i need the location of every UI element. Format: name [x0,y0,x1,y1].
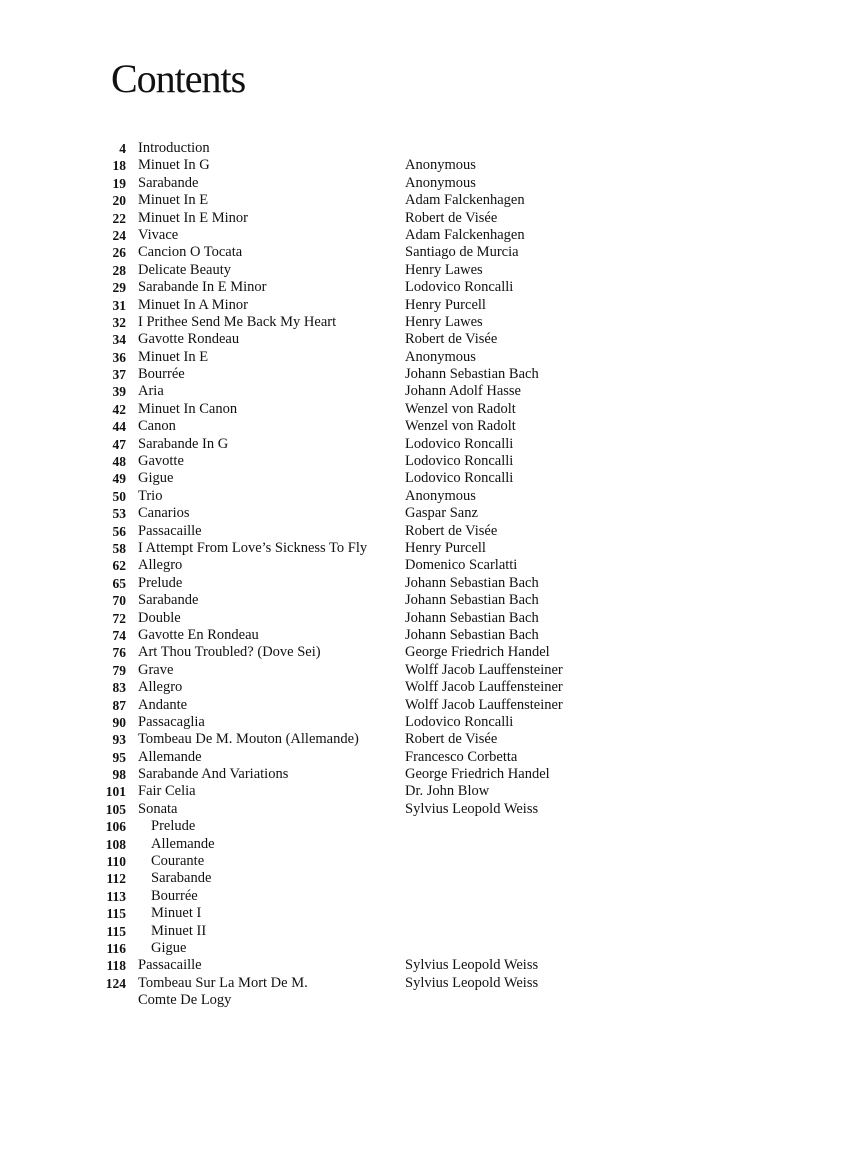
composer-name: Lodovico Roncalli [405,279,514,296]
contents-entry [100,610,820,627]
piece-title: Introduction [138,140,210,156]
contents-entry [100,279,820,296]
page-number: 58 [112,540,126,556]
page-number: 36 [112,349,126,365]
contents-entry [100,470,820,487]
piece-title: Passacaille [138,522,202,539]
piece-title: Gigue [138,470,174,487]
contents-subentry [100,836,820,853]
composer-name: Johann Sebastian Bach [405,626,539,643]
contents-entry [100,592,820,609]
page-number: 116 [106,940,126,956]
contents-entry [100,505,820,522]
piece-title: Trio [138,487,163,504]
piece-title: Sarabande [151,870,212,887]
piece-title: Gavotte [138,453,184,470]
contents-entry [100,297,820,314]
contents-entry [100,331,820,348]
piece-title: Minuet In E [138,348,209,365]
piece-title: Gavotte En Rondeau [138,626,259,643]
page-number: 53 [112,506,126,522]
page-number: 42 [112,401,126,417]
piece-title: Allegro [138,557,183,574]
composer-name: George Friedrich Handel [405,644,550,661]
composer-name: Sylvius Leopold Weiss [405,974,539,991]
composer-name: George Friedrich Handel [405,766,550,783]
page-number: 19 [112,175,126,191]
composer-name: Henry Lawes [405,261,483,278]
composer-name: Robert de Visée [405,522,498,539]
composer-name: Francesco Corbetta [405,748,518,765]
composer-name: Adam Falckenhagen [405,226,525,243]
page-title: Contents [111,56,246,101]
contents-entry [100,575,820,592]
piece-title: Sarabande In E Minor [138,279,267,296]
piece-title: Courante [151,853,205,870]
page-number: 79 [112,662,126,678]
page-number: 72 [112,610,126,626]
contents-entry [100,540,820,557]
composer-name: Johann Sebastian Bach [405,592,539,609]
contents-entry [100,644,820,661]
piece-title: Gavotte Rondeau [138,331,240,348]
composer-name: Wolff Jacob Lauffensteiner [405,696,563,713]
piece-title: I Attempt From Love’s Sickness To Fly [138,539,368,556]
contents-subentry [100,870,820,887]
piece-title: Sarabande In G [138,435,229,452]
piece-title: Delicate Beauty [138,261,231,278]
page-number: 26 [112,245,126,261]
piece-title: Canarios [138,505,190,522]
piece-title: Tombeau Sur La Mort De M. Comte De Logy [138,974,308,1009]
page-number: 28 [112,262,126,278]
piece-title: I Prithee Send Me Back My Heart [138,313,337,330]
page-number: 115 [106,923,126,939]
contents-entry [100,766,820,783]
contents-entry [100,957,820,974]
composer-name: Adam Falckenhagen [405,192,525,209]
page-number: 124 [105,975,126,991]
composer-name: Anonymous [405,348,476,365]
contents-entry [100,349,820,366]
page-number: 44 [112,419,126,435]
piece-title: Prelude [138,574,183,591]
page-number: 106 [105,819,126,835]
piece-title: Gigue [151,939,187,956]
piece-title: Sarabande [138,174,199,191]
contents-entry [100,783,820,800]
page-number: 93 [112,732,126,748]
page-number: 118 [106,958,126,974]
composer-name: Wolff Jacob Lauffensteiner [405,679,563,696]
piece-title: Sonata [138,800,178,817]
composer-name: Johann Sebastian Bach [405,609,539,626]
page-number: 115 [106,906,126,922]
composer-name: Henry Purcell [405,539,486,556]
contents-subentry [100,853,820,870]
contents-entry [100,662,820,679]
page-number: 4 [119,141,126,156]
composer-name: Lodovico Roncalli [405,435,514,452]
piece-title: Passacaglia [138,713,205,730]
contents-entry [100,157,820,174]
page-number: 34 [112,332,126,348]
composer-name: Gaspar Sanz [405,505,478,522]
page-number: 95 [112,749,126,765]
contents-entry [100,975,820,1010]
piece-title: Allemande [138,748,202,765]
page-number: 37 [112,367,126,383]
composer-name: Wenzel von Radolt [405,400,516,417]
page-number: 20 [112,193,126,209]
piece-title: Aria [138,383,164,400]
contents-entry [100,244,820,261]
contents-entry [100,192,820,209]
page-number: 47 [112,436,126,452]
page-number: 56 [112,523,126,539]
composer-name: Santiago de Murcia [405,244,519,261]
contents-entry [100,140,820,157]
composer-name: Wolff Jacob Lauffensteiner [405,661,563,678]
piece-title: Minuet In A Minor [138,296,248,313]
contents-subentry [100,818,820,835]
piece-title: Minuet I [151,905,202,922]
piece-title: Allemande [151,835,215,852]
piece-title: Prelude [151,818,196,835]
piece-title: Cancion O Tocata [138,244,243,261]
piece-title: Canon [138,418,176,435]
piece-title: Art Thou Troubled? (Dove Sei) [138,644,321,661]
contents-entry [100,262,820,279]
piece-title: Sarabande [138,592,199,609]
piece-title: Bourrée [138,366,185,383]
page-number: 87 [112,697,126,713]
contents-subentry [100,888,820,905]
contents-entry [100,749,820,766]
contents-entry [100,383,820,400]
piece-title: Minuet In E Minor [138,209,248,226]
composer-name: Robert de Visée [405,731,498,748]
piece-title: Minuet II [151,922,207,939]
contents-entry [100,418,820,435]
contents-entry [100,557,820,574]
composer-name: Lodovico Roncalli [405,453,514,470]
contents-entry [100,366,820,383]
composer-name: Lodovico Roncalli [405,713,514,730]
page-number: 70 [112,593,126,609]
page-number: 76 [112,645,126,661]
contents-entry [100,227,820,244]
page-number: 31 [112,297,126,313]
composer-name: Domenico Scarlatti [405,557,518,574]
page-number: 83 [112,680,126,696]
page-number: 112 [106,871,126,887]
composer-name: Anonymous [405,174,476,191]
page-number: 24 [112,227,126,243]
composer-name: Lodovico Roncalli [405,470,514,487]
contents-entry [100,731,820,748]
contents-entry [100,314,820,331]
page-number: 49 [112,471,126,487]
composer-name: Anonymous [405,157,476,174]
composer-name: Anonymous [405,487,476,504]
piece-title: Allegro [138,679,183,696]
contents-entry [100,175,820,192]
contents-subentry [100,940,820,957]
composer-name: Johann Adolf Hasse [405,383,521,400]
composer-name: Johann Sebastian Bach [405,574,539,591]
page-number: 65 [112,575,126,591]
composer-name: Henry Lawes [405,313,483,330]
page-number: 32 [112,314,126,330]
contents-subentry [100,905,820,922]
page-number: 62 [112,558,126,574]
contents-entry [100,210,820,227]
contents-entry [100,697,820,714]
page-number: 90 [112,714,126,730]
piece-title: Passacaille [138,957,202,974]
page-number: 50 [112,488,126,504]
page-number: 113 [106,888,126,904]
composer-name: Wenzel von Radolt [405,418,516,435]
composer-name: Robert de Visée [405,331,498,348]
contents-entry [100,453,820,470]
composer-name: Henry Purcell [405,296,486,313]
page-number: 39 [112,384,126,400]
piece-title: Minuet In E [138,192,209,209]
contents-entry [100,801,820,818]
page-number: 108 [105,836,126,852]
contents-entry [100,401,820,418]
page-number: 110 [106,854,126,870]
composer-name: Dr. John Blow [405,783,490,800]
piece-title: Minuet In Canon [138,400,238,417]
piece-title: Fair Celia [138,783,196,800]
composer-name: Sylvius Leopold Weiss [405,800,539,817]
piece-title: Sarabande And Variations [138,766,289,783]
contents-entry [100,714,820,731]
contents-entry [100,679,820,696]
contents-entry [100,488,820,505]
piece-title: Vivace [138,226,179,243]
page-number: 22 [112,210,126,226]
piece-title: Tombeau De M. Mouton (Allemande) [138,731,359,748]
composer-name: Robert de Visée [405,209,498,226]
contents-subentry [100,923,820,940]
page-number: 98 [112,767,126,783]
contents-entry [100,436,820,453]
page-number: 18 [112,158,126,174]
contents-entry [100,627,820,644]
piece-title: Double [138,609,181,626]
piece-title: Minuet In G [138,157,210,174]
page-number: 48 [112,454,126,470]
composer-name: Sylvius Leopold Weiss [405,957,539,974]
page-number: 29 [112,280,126,296]
page-number: 74 [112,627,126,643]
piece-title: Bourrée [151,887,198,904]
composer-name: Johann Sebastian Bach [405,366,539,383]
contents-list [100,140,820,1010]
piece-title: Grave [138,661,174,678]
page-number: 105 [105,801,126,817]
contents-entry [100,523,820,540]
page-number: 101 [105,784,126,800]
piece-title: Andante [138,696,188,713]
